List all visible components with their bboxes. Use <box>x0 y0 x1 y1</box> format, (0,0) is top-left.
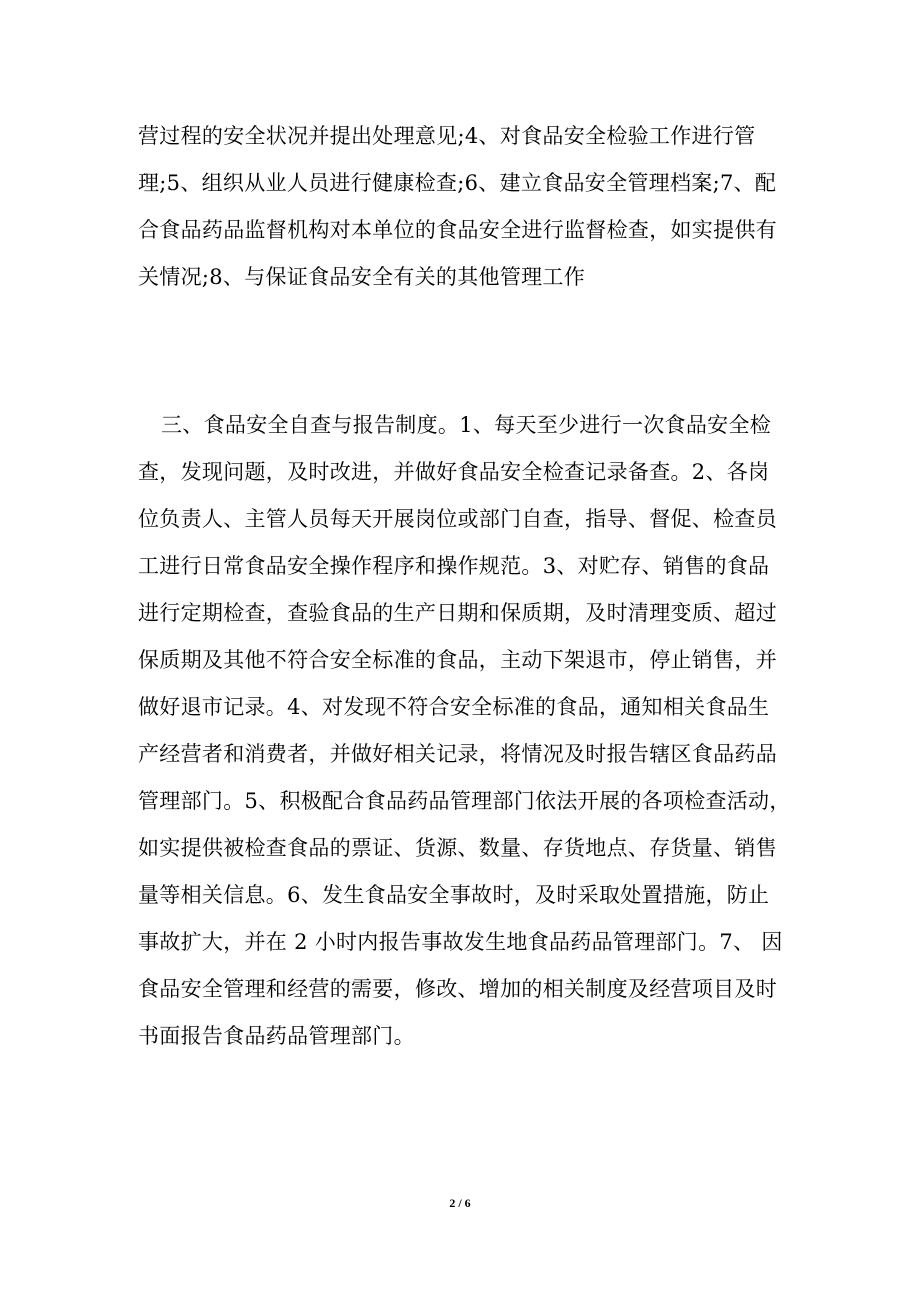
text-line: 工进行日常食品安全操作程序和操作规范。3、对贮存、销售的食品 <box>138 554 770 578</box>
text-line: 管理部门。5、积极配合食品药品管理部门依法开展的各项检查活动， <box>138 789 791 813</box>
text-line: 合食品药品监督机构对本单位的食品安全进行监督检查，如实提供有 <box>138 218 777 242</box>
text-line: 事故扩大，并在 2 小时内报告事故发生地食品药品管理部门。7、 因 <box>138 930 783 954</box>
text-line: 食品安全管理和经营的需要，修改、增加的相关制度及经营项目及时 <box>138 977 777 1001</box>
text-line: 进行定期检查，查验食品的生产日期和保质期，及时清理变质、超过 <box>138 601 777 625</box>
text-line: 关情况;8、与保证食品安全有关的其他管理工作 <box>138 265 586 289</box>
text-line: 产经营者和消费者，并做好相关记录，将情况及时报告辖区食品药品 <box>138 742 777 766</box>
text-line: 营过程的安全状况并提出处理意见;4、对食品安全检验工作进行管 <box>138 124 756 148</box>
text-line: 保质期及其他不符合安全标准的食品，主动下架退市，停止销售，并 <box>138 648 777 672</box>
section-heading-line: 三、食品安全自查与报告制度。1、每天至少进行一次食品安全检 <box>161 413 772 437</box>
text-line: 书面报告食品药品管理部门。 <box>138 1024 415 1048</box>
text-line: 理;5、组织从业人员进行健康检查;6、建立食品安全管理档案;7、配 <box>138 171 777 195</box>
page-number: 2 / 6 <box>449 1196 471 1210</box>
text-line: 位负责人、主管人员每天开展岗位或部门自查，指导、督促、检查员 <box>138 507 777 531</box>
text-line: 如实提供被检查食品的票证、货源、数量、存货地点、存货量、销售 <box>138 836 777 860</box>
text-line: 做好退市记录。4、对发现不符合安全标准的食品，通知相关食品生 <box>138 695 770 719</box>
text-line: 查，发现问题，及时改进，并做好食品安全检查记录备查。2、各岗 <box>138 460 770 484</box>
text-line: 量等相关信息。6、发生食品安全事故时，及时采取处置措施，防止 <box>138 883 770 907</box>
